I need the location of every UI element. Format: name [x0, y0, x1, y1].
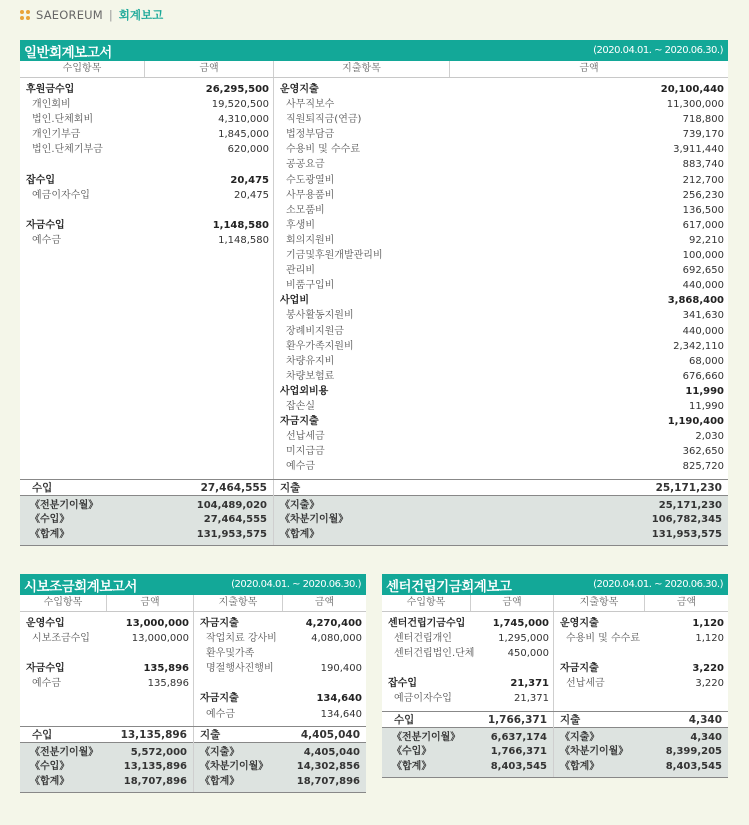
item-label: 운영수입	[26, 618, 65, 629]
column-header-row	[382, 595, 728, 612]
list-item	[560, 676, 724, 691]
carryover-row	[200, 775, 360, 790]
list-item	[26, 616, 189, 631]
total-row	[20, 479, 728, 496]
item-label: 차량보험료	[286, 370, 335, 382]
item-amount: 134,640	[316, 693, 362, 705]
item-amount: 739,170	[682, 129, 724, 141]
item-amount: 11,300,000	[666, 99, 724, 111]
item-amount: 3,220	[695, 678, 724, 690]
carryover-row	[280, 499, 722, 514]
item-amount: 362,650	[682, 446, 724, 458]
center-fund-report-panel	[382, 574, 728, 778]
total-amount: 13,135,896	[120, 728, 187, 741]
carryover-column	[273, 496, 728, 546]
breadcrumb	[20, 6, 163, 24]
carryover-column	[193, 743, 366, 793]
column-header: 지출항목	[273, 61, 449, 77]
income-column	[20, 612, 193, 726]
list-item	[280, 157, 724, 172]
report-title: 일반회계보고서	[24, 44, 112, 61]
item-label: 운영지출	[560, 618, 599, 629]
item-label: 후원금수입	[26, 84, 75, 95]
item-label: 잡수입	[26, 174, 55, 186]
item-amount: 620,000	[227, 144, 269, 156]
carryover-row	[392, 745, 547, 760]
item-amount: 1,148,580	[212, 219, 269, 231]
carryover-row	[280, 528, 722, 543]
list-item	[200, 616, 362, 631]
report-title-bar	[20, 40, 728, 61]
list-item	[26, 97, 269, 112]
carryover-label: 《지출》	[560, 731, 600, 743]
item-amount: 3,220	[692, 663, 724, 675]
list-item	[26, 112, 269, 127]
item-label: 자금지출	[280, 416, 319, 428]
carryover-summary	[20, 743, 366, 794]
item-label: 회의지원비	[286, 234, 335, 246]
item-amount: 4,080,000	[311, 633, 362, 645]
column-header: 수입항목	[406, 597, 446, 608]
breadcrumb-separator: |	[108, 8, 113, 22]
column-header: 지출항목	[193, 595, 282, 611]
column-header: 금액	[144, 61, 273, 77]
list-item	[280, 354, 724, 369]
carryover-amount: 18,707,896	[123, 775, 187, 787]
carryover-amount: 8,403,545	[665, 760, 722, 772]
item-amount: 13,000,000	[125, 618, 189, 629]
general-report-panel	[20, 40, 728, 546]
list-item	[280, 248, 724, 263]
item-label: 개인기부금	[32, 129, 81, 141]
total-cell	[193, 727, 366, 743]
list-item	[26, 142, 269, 157]
item-amount: 135,896	[147, 678, 189, 690]
item-label: 비품구입비	[286, 280, 335, 292]
spacer-row	[388, 661, 549, 676]
item-amount: 676,660	[682, 370, 724, 382]
total-amount: 4,340	[688, 713, 722, 726]
report-period: (2020.04.01. ~ 2020.06.30.)	[593, 579, 723, 590]
carryover-row	[30, 746, 187, 761]
item-amount: 21,371	[510, 678, 549, 690]
list-item	[280, 384, 724, 399]
carryover-row	[30, 760, 187, 775]
ledger-body	[20, 78, 728, 479]
item-label: 사업비	[280, 295, 309, 307]
list-item	[280, 429, 724, 444]
carryover-amount: 8,403,545	[490, 760, 547, 772]
item-amount: 1,148,580	[218, 234, 269, 246]
total-row	[20, 726, 366, 743]
list-item	[280, 399, 724, 414]
item-label: 센터건립법인.단체	[394, 648, 474, 660]
carryover-label: 《합계》	[200, 775, 240, 787]
carryover-amount: 104,489,020	[196, 499, 267, 511]
carryover-summary	[20, 496, 728, 547]
total-label: 수입	[32, 481, 53, 494]
total-label: 수입	[32, 728, 53, 741]
list-item	[280, 444, 724, 459]
item-amount: 825,720	[682, 461, 724, 473]
item-amount: 20,475	[234, 189, 269, 201]
total-cell	[382, 712, 553, 728]
ledger-body	[382, 612, 728, 711]
list-item	[280, 142, 724, 157]
carryover-label: 《차분기이월》	[560, 746, 629, 758]
item-label: 법인.단체기부금	[32, 144, 103, 156]
column-header: 금액	[470, 595, 553, 611]
item-amount: 20,475	[230, 174, 269, 186]
carryover-row	[30, 499, 267, 514]
carryover-amount: 14,302,856	[296, 761, 360, 773]
carryover-amount: 25,171,230	[658, 499, 722, 511]
item-amount: 440,000	[682, 280, 724, 292]
total-label: 지출	[200, 728, 221, 741]
total-label: 지출	[280, 481, 301, 494]
list-item	[280, 263, 724, 278]
carryover-amount: 13,135,896	[123, 761, 187, 773]
carryover-amount: 131,953,575	[196, 528, 267, 540]
item-label: 명절행사진행비	[206, 663, 274, 675]
carryover-amount: 27,464,555	[203, 514, 267, 526]
list-item	[280, 218, 724, 233]
carryover-label: 《전분기이월》	[30, 499, 99, 511]
list-item	[280, 203, 724, 218]
item-label: 사업외비용	[280, 385, 329, 397]
subsidy-report-panel	[20, 574, 366, 793]
item-amount: 4,310,000	[218, 114, 269, 126]
carryover-row	[30, 528, 267, 543]
column-header-row	[20, 595, 366, 612]
spacer-row	[26, 646, 189, 661]
list-item	[280, 308, 724, 323]
item-label: 소모품비	[286, 204, 325, 216]
item-amount: 2,342,110	[673, 340, 724, 352]
carryover-label: 《합계》	[30, 528, 70, 540]
item-amount: 19,520,500	[211, 99, 269, 111]
item-amount: 450,000	[507, 648, 549, 660]
report-title-bar	[382, 574, 728, 595]
carryover-label: 《합계》	[560, 760, 600, 772]
total-cell	[20, 480, 273, 496]
item-amount: 136,500	[682, 204, 724, 216]
item-label: 관리비	[286, 265, 315, 277]
list-item	[560, 616, 724, 631]
list-item	[560, 661, 724, 676]
item-amount: 21,371	[514, 693, 549, 705]
list-item	[26, 173, 269, 188]
item-amount: 20,100,440	[660, 84, 724, 95]
total-cell	[20, 727, 193, 743]
carryover-row	[30, 775, 187, 790]
list-item	[388, 631, 549, 646]
carryover-row	[30, 513, 267, 528]
item-amount: 13,000,000	[131, 633, 189, 645]
carryover-label: 《전분기이월》	[392, 731, 461, 743]
item-label: 작업치료 강사비	[206, 633, 277, 645]
total-amount: 4,405,040	[300, 728, 360, 741]
column-header: 수입항목	[62, 63, 102, 74]
brand-label: SAEOREUM	[36, 8, 103, 22]
carryover-label: 《수입》	[30, 514, 70, 526]
carryover-amount: 6,637,174	[490, 731, 547, 743]
list-item	[26, 82, 269, 97]
carryover-row	[200, 760, 360, 775]
list-item	[388, 646, 549, 661]
spacer-row	[26, 157, 269, 172]
expense-column	[273, 78, 728, 479]
column-header: 금액	[644, 595, 728, 611]
list-item	[280, 82, 724, 97]
item-label: 자금지출	[200, 618, 239, 629]
carryover-summary	[382, 728, 728, 779]
list-item	[280, 324, 724, 339]
item-label: 시보조금수입	[32, 633, 90, 645]
total-amount: 1,766,371	[487, 713, 547, 726]
list-item	[280, 173, 724, 188]
list-item	[200, 631, 362, 646]
spacer-row	[200, 676, 362, 691]
list-item	[26, 631, 189, 646]
carryover-row	[280, 513, 722, 528]
dots-icon	[20, 10, 30, 20]
item-amount: 11,990	[685, 385, 724, 397]
list-item	[280, 112, 724, 127]
item-label: 잡손실	[286, 400, 315, 412]
carryover-row	[392, 731, 547, 746]
carryover-label: 《차분기이월》	[200, 761, 269, 773]
list-item	[280, 339, 724, 354]
item-amount: 135,896	[143, 663, 189, 675]
item-amount: 3,911,440	[673, 144, 724, 156]
item-amount: 1,120	[692, 618, 724, 629]
item-label: 공공요금	[286, 159, 325, 171]
carryover-amount: 106,782,345	[651, 514, 722, 526]
item-label: 예수금	[32, 234, 61, 246]
item-label: 수용비 및 수수료	[286, 144, 360, 156]
item-amount: 341,630	[682, 310, 724, 322]
total-row	[382, 711, 728, 728]
carryover-label: 《합계》	[280, 528, 320, 540]
expense-column	[193, 612, 366, 726]
list-item	[200, 707, 362, 722]
list-item	[280, 369, 724, 384]
list-item	[280, 188, 724, 203]
item-label: 사무용품비	[286, 189, 335, 201]
carryover-label: 《수입》	[392, 746, 432, 758]
item-amount: 4,270,400	[305, 618, 362, 629]
carryover-row	[560, 745, 722, 760]
carryover-amount: 1,766,371	[490, 746, 547, 758]
carryover-label: 《지출》	[280, 499, 320, 511]
list-item	[280, 414, 724, 429]
column-header: 금액	[282, 595, 366, 611]
carryover-label: 《합계》	[30, 775, 70, 787]
item-amount: 92,210	[689, 234, 724, 246]
carryover-label: 《합계》	[392, 760, 432, 772]
item-amount: 883,740	[682, 159, 724, 171]
carryover-column	[382, 728, 553, 778]
carryover-column	[553, 728, 728, 778]
carryover-row	[560, 760, 722, 775]
column-header: 수입항목	[43, 597, 83, 608]
item-amount: 212,700	[682, 174, 724, 186]
report-period: (2020.04.01. ~ 2020.06.30.)	[231, 579, 361, 590]
carryover-amount: 131,953,575	[651, 528, 722, 540]
list-item	[280, 278, 724, 293]
total-amount: 27,464,555	[200, 481, 267, 494]
item-label: 자금지출	[560, 663, 599, 675]
carryover-amount: 4,405,040	[303, 746, 360, 758]
item-label: 센터건립개인	[394, 633, 452, 645]
carryover-row	[560, 731, 722, 746]
item-label: 개인회비	[32, 99, 71, 111]
report-title: 센터건립기금회계보고	[386, 578, 512, 595]
list-item	[200, 646, 362, 661]
list-item	[280, 459, 724, 474]
item-label: 잡수입	[388, 678, 417, 690]
item-amount: 68,000	[689, 355, 724, 367]
total-amount: 25,171,230	[655, 481, 722, 494]
item-label: 선납세금	[566, 678, 605, 690]
item-label: 선납세금	[286, 431, 325, 443]
item-amount: 3,868,400	[667, 295, 724, 307]
column-header: 금액	[106, 595, 193, 611]
item-amount: 11,990	[689, 400, 724, 412]
column-header-row	[20, 61, 728, 78]
income-column	[382, 612, 553, 711]
item-label: 센터건립기금수입	[388, 618, 466, 629]
item-amount: 134,640	[320, 708, 362, 720]
item-amount: 190,400	[320, 663, 362, 675]
list-item	[560, 631, 724, 646]
total-cell	[553, 712, 728, 728]
item-label: 예수금	[32, 678, 61, 690]
item-label: 기금및후원개발관리비	[286, 250, 383, 262]
total-label: 수입	[394, 713, 415, 726]
list-item	[280, 127, 724, 142]
item-amount: 440,000	[682, 325, 724, 337]
list-item	[280, 233, 724, 248]
list-item	[26, 661, 189, 676]
item-amount: 256,230	[682, 189, 724, 201]
item-label: 수용비 및 수수료	[566, 633, 640, 645]
item-label: 자금수입	[26, 663, 65, 675]
item-label: 미지급금	[286, 446, 325, 458]
list-item	[26, 676, 189, 691]
item-label: 자금수입	[26, 219, 65, 231]
carryover-row	[392, 760, 547, 775]
spacer-row	[560, 646, 724, 661]
list-item	[26, 127, 269, 142]
item-amount: 1,120	[695, 633, 724, 645]
item-amount: 1,295,000	[498, 633, 549, 645]
item-label: 법인.단체회비	[32, 114, 94, 126]
item-label: 예금이자수입	[32, 189, 90, 201]
column-header: 금액	[449, 61, 728, 77]
item-label: 자금지출	[200, 693, 239, 705]
total-label: 지출	[560, 713, 581, 726]
income-column	[20, 78, 273, 479]
report-title: 시보조금회계보고서	[24, 578, 137, 595]
item-amount: 26,295,500	[205, 84, 269, 95]
ledger-body	[20, 612, 366, 726]
carryover-label: 《차분기이월》	[280, 514, 349, 526]
item-amount: 2,030	[695, 431, 724, 443]
total-cell	[273, 480, 728, 496]
carryover-row	[200, 746, 360, 761]
item-label: 수도광열비	[286, 174, 335, 186]
list-item	[26, 233, 269, 248]
item-label: 장례비지원금	[286, 325, 344, 337]
list-item	[280, 97, 724, 112]
item-amount	[288, 646, 362, 661]
carryover-amount: 4,340	[690, 731, 722, 743]
carryover-amount: 5,572,000	[130, 746, 187, 758]
carryover-amount: 18,707,896	[296, 775, 360, 787]
list-item	[388, 616, 549, 631]
report-title-bar	[20, 574, 366, 595]
expense-column	[553, 612, 728, 711]
item-amount: 1,745,000	[492, 618, 549, 629]
carryover-label: 《지출》	[200, 746, 240, 758]
item-label: 법정부담금	[286, 129, 335, 141]
item-label: 봉사활동지원비	[286, 310, 354, 322]
item-label: 차량유지비	[286, 355, 335, 367]
item-label: 환우및가족	[206, 648, 255, 660]
carryover-label: 《전분기이월》	[30, 746, 99, 758]
list-item	[200, 691, 362, 706]
column-header: 지출항목	[553, 595, 644, 611]
item-amount: 617,000	[682, 219, 724, 231]
list-item	[200, 661, 362, 676]
item-label: 예금이자수입	[394, 693, 452, 705]
item-amount: 100,000	[682, 250, 724, 262]
item-label: 환우가족지원비	[286, 340, 354, 352]
carryover-label: 《수입》	[30, 761, 70, 773]
report-period: (2020.04.01. ~ 2020.06.30.)	[593, 45, 723, 56]
list-item	[280, 293, 724, 308]
spacer-row	[26, 203, 269, 218]
list-item	[388, 691, 549, 706]
item-amount: 718,800	[682, 114, 724, 126]
item-label: 운영지출	[280, 84, 319, 95]
item-label: 직원퇴직금(연금)	[286, 114, 362, 126]
list-item	[26, 218, 269, 233]
list-item	[26, 188, 269, 203]
carryover-column	[20, 496, 273, 546]
carryover-column	[20, 743, 193, 793]
carryover-amount: 8,399,205	[665, 746, 722, 758]
item-label: 예수금	[206, 708, 235, 720]
list-item	[388, 676, 549, 691]
item-amount: 1,190,400	[667, 416, 724, 428]
breadcrumb-current[interactable]: 회계보고	[118, 8, 164, 22]
item-label: 후생비	[286, 219, 315, 231]
item-label: 예수금	[286, 461, 315, 473]
item-label: 사무직보수	[286, 99, 335, 111]
item-amount: 692,650	[682, 265, 724, 277]
item-amount: 1,845,000	[218, 129, 269, 141]
